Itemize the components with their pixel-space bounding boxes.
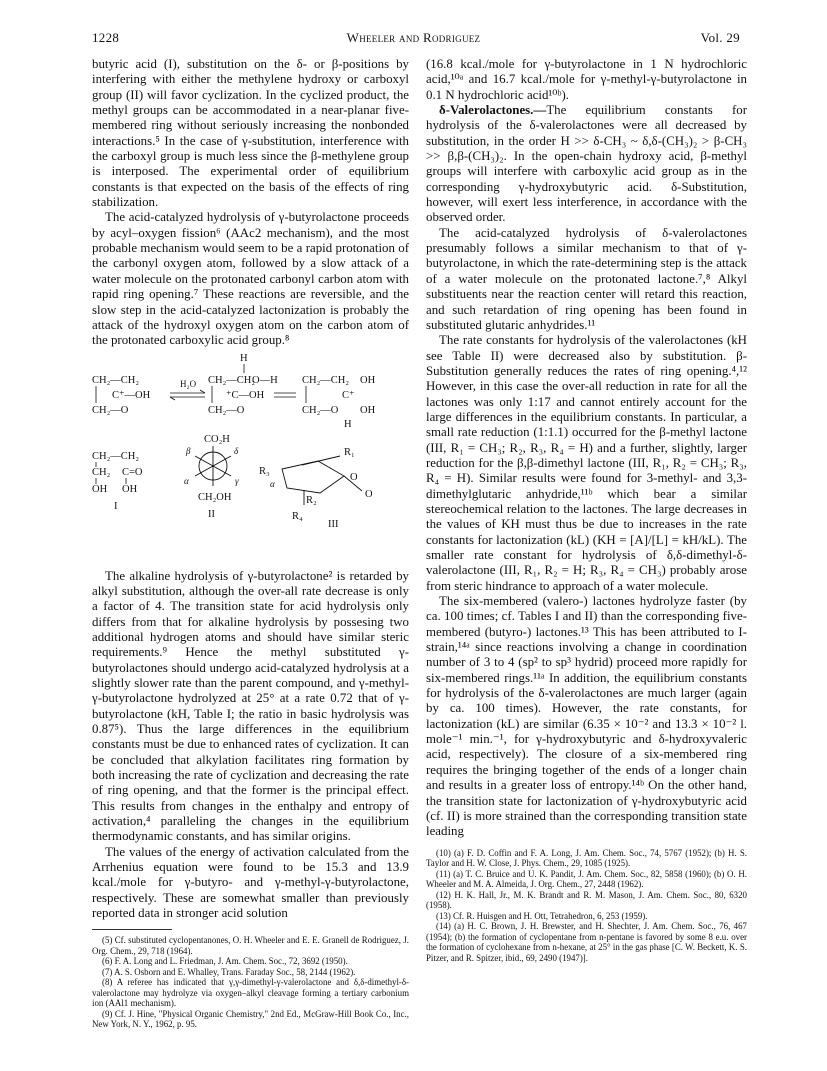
- scheme-text: H: [344, 418, 352, 430]
- scheme-text: OH: [92, 483, 108, 495]
- left-column: [92, 57, 409, 1030]
- scheme-text: O: [365, 488, 373, 500]
- paragraph: butyric acid (I), substitution on the δ- or β-positions by interfering with either the methylene hydroxy or carboxyl group (II) will favor cyclization. In the cyclized product, the methyl groups can be accommodated in a near-planar five-membered ring without seriously increasing the nonbonded interactions.⁵ In the case of γ-substitution, interference with the carboxyl group is much less since the β-methylene group is interposed. The experimental order of equilibrium constants is that expected on the basis of the effects of ring stabilization.: [92, 57, 409, 210]
- scheme-text: CH₂—CH₂: [92, 450, 139, 462]
- scheme-text: CH₂OH: [198, 491, 232, 503]
- footnote: (5) Cf. substituted cyclopentanones, O. H. Wheeler and E. E. Granell de Rodriguez, J. Org. Chem., 29, 718 (1964).: [92, 935, 409, 956]
- scheme-text: R₄: [292, 510, 303, 522]
- footnote: (10) (a) F. D. Coffin and F. A. Long, J. Am. Chem. Soc., 74, 5767 (1952); (b) H. S. Taylor and H. W. Close, J. Phys. Chem., 29, 1085 (1925).: [426, 847, 747, 869]
- right-column: [426, 57, 747, 963]
- paragraph: The six-membered (valero-) lactones hydrolyze faster (by ca. 100 times; cf. Tables I and II) than the corresponding five-membered (butyro-) lactones.¹³ This has been attributed to I-strain,¹⁴ᵃ since reactions involving a change in coordination number of 3 to 4 (sp² to sp³ hydrid) proceed more rapidly for six-membered rings.¹¹ᵃ In addition, the equilibrium constants for hydrolysis of the δ-valerolactones are much larger (again by ca. 100 times). However, the rate constants, for lactonization (kL) are similar (6.35 × 10⁻² and 13.3 × 10⁻² l. mole⁻¹ min.⁻¹, for γ-hydroxybutyric and δ-hydroxyvaleric acid, respectively). The closure of a six-membered ring requires the bringing together of the ends of a longer chain and results in a greater loss of entropy.¹⁴ᵇ On the other hand, the transition state for lactonization of γ-hydroxybutyric acid (cf. II) is more strained than the corresponding transition state leading: [426, 594, 747, 839]
- scheme-text: CH₂—O: [208, 404, 245, 416]
- footnote: (12) H. K. Hall, Jr., M. K. Brandt and R. M. Mason, J. Am. Chem. Soc., 80, 6320 (1958).: [426, 889, 747, 911]
- running-title: Wheeler and Rodriguez: [346, 30, 481, 45]
- scheme-text: R₁: [344, 446, 355, 458]
- scheme-label: II: [208, 508, 215, 520]
- scheme-text: R₂: [306, 494, 317, 506]
- paragraph-text: The equilibrium constants for hydrolysis of the δ-valerolactones were all decreased by substitution, in the order H >> δ-CH₃ ~ δ,δ-(CH₃)₂ > β-CH₃ >> β,β-(CH₃)₂. In the open-chain hydroxy acid, β-methyl groups will interfere with carboxylic acid group as in the corresponding γ-hydroxybutyric acid. δ-Substitution, however, will exert less interference, in accordance with the observed order.: [426, 103, 747, 225]
- scheme-label: I: [114, 500, 118, 512]
- footnote-rule: [92, 929, 172, 930]
- scheme-text: CH₂: [92, 466, 111, 478]
- footnote: (14) (a) H. C. Brown, J. H. Brewster, and H. Shechter, J. Am. Chem. Soc., 76, 467 (1954); (b) the formation of cyclopentane from n-pentane is favored by some 8 e.u. over the formation of cyclohexane from n-hexane, at 25° in the gas phase [C. W. Beckett, K. S. Pitzer, and R. Spitzer, ibid., 69, 2490 (1947)].: [426, 921, 747, 963]
- section-heading: δ-Valerolactones.—: [439, 103, 547, 118]
- paragraph: The acid-catalyzed hydrolysis of γ-butyrolactone proceeds by acyl–oxygen fission⁶ (AAc2 mechanism), and the most probable mechanism would seem to be a rapid protonation of the carbonyl oxygen atom, followed by a slow attack of a water molecule on the protonated carbonyl carbon atom with rapid ring opening.⁷ These reactions are reversible, and the slow step in the acid-catalyzed lactonization is probably the attack of the hydroxyl oxygen atom on the carbon atom of the protonated carboxylic acid group.⁸: [92, 210, 409, 348]
- footnote: (8) A referee has indicated that γ,γ-dimethyl-γ-valerolactone and δ,δ-dimethyl-δ-valerolactone may hydrolyze via oxygen–alkyl cleavage forming a tertiary carbonium ion (AAl1 mechanism).: [92, 977, 409, 1009]
- page-number: 1228: [92, 30, 120, 45]
- footnote: (7) A. S. Osborn and E. Whalley, Trans. Faraday Soc., 58, 2144 (1962).: [102, 966, 356, 977]
- footnote: (6) F. A. Long and L. Friedman, J. Am. Chem. Soc., 72, 3692 (1950).: [102, 956, 348, 967]
- reaction-scheme: [92, 351, 409, 563]
- scheme-text: γ: [235, 475, 239, 486]
- scheme-text: C⁺: [342, 389, 355, 401]
- scheme-text: C⁺—OH: [112, 389, 151, 401]
- scheme-text: CH₂—CH₂: [92, 374, 139, 386]
- scheme-text: CH₂—O: [92, 404, 129, 416]
- scheme-text: CH₂—CH₂: [208, 374, 255, 386]
- paragraph: (16.8 kcal./mole for γ-butyrolactone in 1 N hydrochloric acid,¹⁰ᵃ and 16.7 kcal./mole for γ-methyl-γ-butyrolactone in 0.1 N hydrochloric acid¹⁰ᵇ).: [426, 57, 747, 102]
- scheme-text: O—H: [252, 374, 278, 386]
- scheme-structures: [92, 351, 409, 563]
- footnote: (9) Cf. J. Hine, "Physical Organic Chemistry," 2nd Ed., McGraw-Hill Book Co., Inc., New York, N. Y., 1962, p. 95.: [92, 1008, 409, 1030]
- scheme-text: α: [270, 478, 275, 489]
- scheme-text: CO₂H: [204, 433, 230, 445]
- paragraph: The alkaline hydrolysis of γ-butyrolactone² is retarded by alkyl substitution, although the over-all rate decrease is only a factor of 4. The transition state for acid hydrolysis only differs from that for alkaline hydrolysis by possesing two additional hydrogen atoms and should have similar steric requirements.⁹ Hence the methyl substituted γ-butyrolactones should undergo acid-catalyzed hydrolysis at a slightly slower rate than the parent compound, and γ-methyl-γ-butyrolactone hydrolyzed at 25° at a rate 0.72 that of γ-butyrolactone (kH, Table I; the ratio in basic hydrolysis was 0.87⁵). Thus the large differences in the equilibrium constants must be due to enhanced rates of cyclization. It can be concluded that alkylation facilitates ring formation by both increasing the rate of cyclization and decreasing the rate of ring opening, and that the former is the principal effect. This results from changes in the enthalpy and entropy of activation,⁴ paralleling the changes in the equilibrium thermodynamic constants, and has similar origins.: [92, 568, 409, 844]
- scheme-text: OH: [122, 483, 138, 495]
- scheme-text: CH₂—CH₂: [302, 374, 349, 386]
- scheme-text: H₂O: [180, 378, 197, 389]
- scheme-text: H: [240, 352, 248, 364]
- paragraph: The acid-catalyzed hydrolysis of δ-valerolactones presumably follows a similar mechanism to that of γ-butyrolactone, in which the rate-determining step is the attack of a water molecule on the protonated lactone.⁷,⁸ Alkyl substituents near the reaction center will retard this reaction, and such retardation of ring opening has been found in substituted glutaric anhydrides.¹¹: [426, 225, 747, 332]
- scheme-text: OH: [360, 404, 376, 416]
- scheme-text: C=O: [122, 466, 143, 478]
- scheme-text: δ: [234, 445, 239, 456]
- footnotes-left: [92, 935, 409, 1030]
- scheme-text: O: [350, 471, 358, 483]
- footnote: (11) (a) T. C. Bruice and U. K. Pandit, J. Am. Chem. Soc., 82, 5858 (1960); (b) O. H. Wheeler and M. A. Almeida, J. Org. Chem., 27, 2448 (1962).: [426, 868, 747, 890]
- paragraph: The values of the energy of activation calculated from the Arrhenius equation were found to be 15.3 and 13.9 kcal./mole for γ-butyro- and γ-methyl-γ-butyrolactone, respectively. These are somewhat smaller than previously reported data in stronger acid solution: [92, 844, 409, 921]
- paragraph: The rate constants for hydrolysis of the valerolactones (kH see Table II) were decreased also by substitution. β-Substitution generally reduces the rates of ring opening.⁴,¹² However, in this case the over-all reduction in rate for all the lactones was only 1:17 and cannot entirely account for the large differences in the equilibrium constants. In particular, a small rate reduction (1:1.1) occurred for the β-methyl lactone (III, R₁ = CH₃; R₂, R₃, R₄ = H) and a further, slightly, larger reduction for the β,β-dimethyl lactone (III, R₁, R₂ = CH₃; R₃, R₄ = H). Similar results were found for 3-methyl- and 3,3-dimethylglutaric anhydride,¹¹ᵇ which bear a similar stereochemical relation to the lactones. The large decreases in the values of KH must thus be due to increases in the rate constants for lactonization (kL) (KH = [A]/[L] = kH/kL). The smaller rate constant for hydrolysis of δ,δ-dimethyl-δ-valerolactone (III, R₁, R₂ = H; R₃, R₄ = CH₃) probably arose from steric hindrance to approach of a water molecule.: [426, 333, 747, 593]
- scheme-text: α: [184, 475, 189, 486]
- scheme-text: OH: [360, 374, 376, 386]
- footnotes-right: [426, 848, 747, 964]
- scheme-label: III: [328, 518, 339, 530]
- volume-label: Vol. 29: [700, 30, 740, 45]
- paragraph-with-heading: [426, 103, 747, 226]
- scheme-text: β: [186, 445, 191, 456]
- scheme-text: ⁺C—OH: [226, 389, 265, 401]
- scheme-text: CH₂—O: [302, 404, 339, 416]
- footnote: (13) Cf. R. Huisgen and H. Ott, Tetrahedron, 6, 253 (1959).: [436, 910, 648, 921]
- scheme-text: R₃: [259, 465, 270, 477]
